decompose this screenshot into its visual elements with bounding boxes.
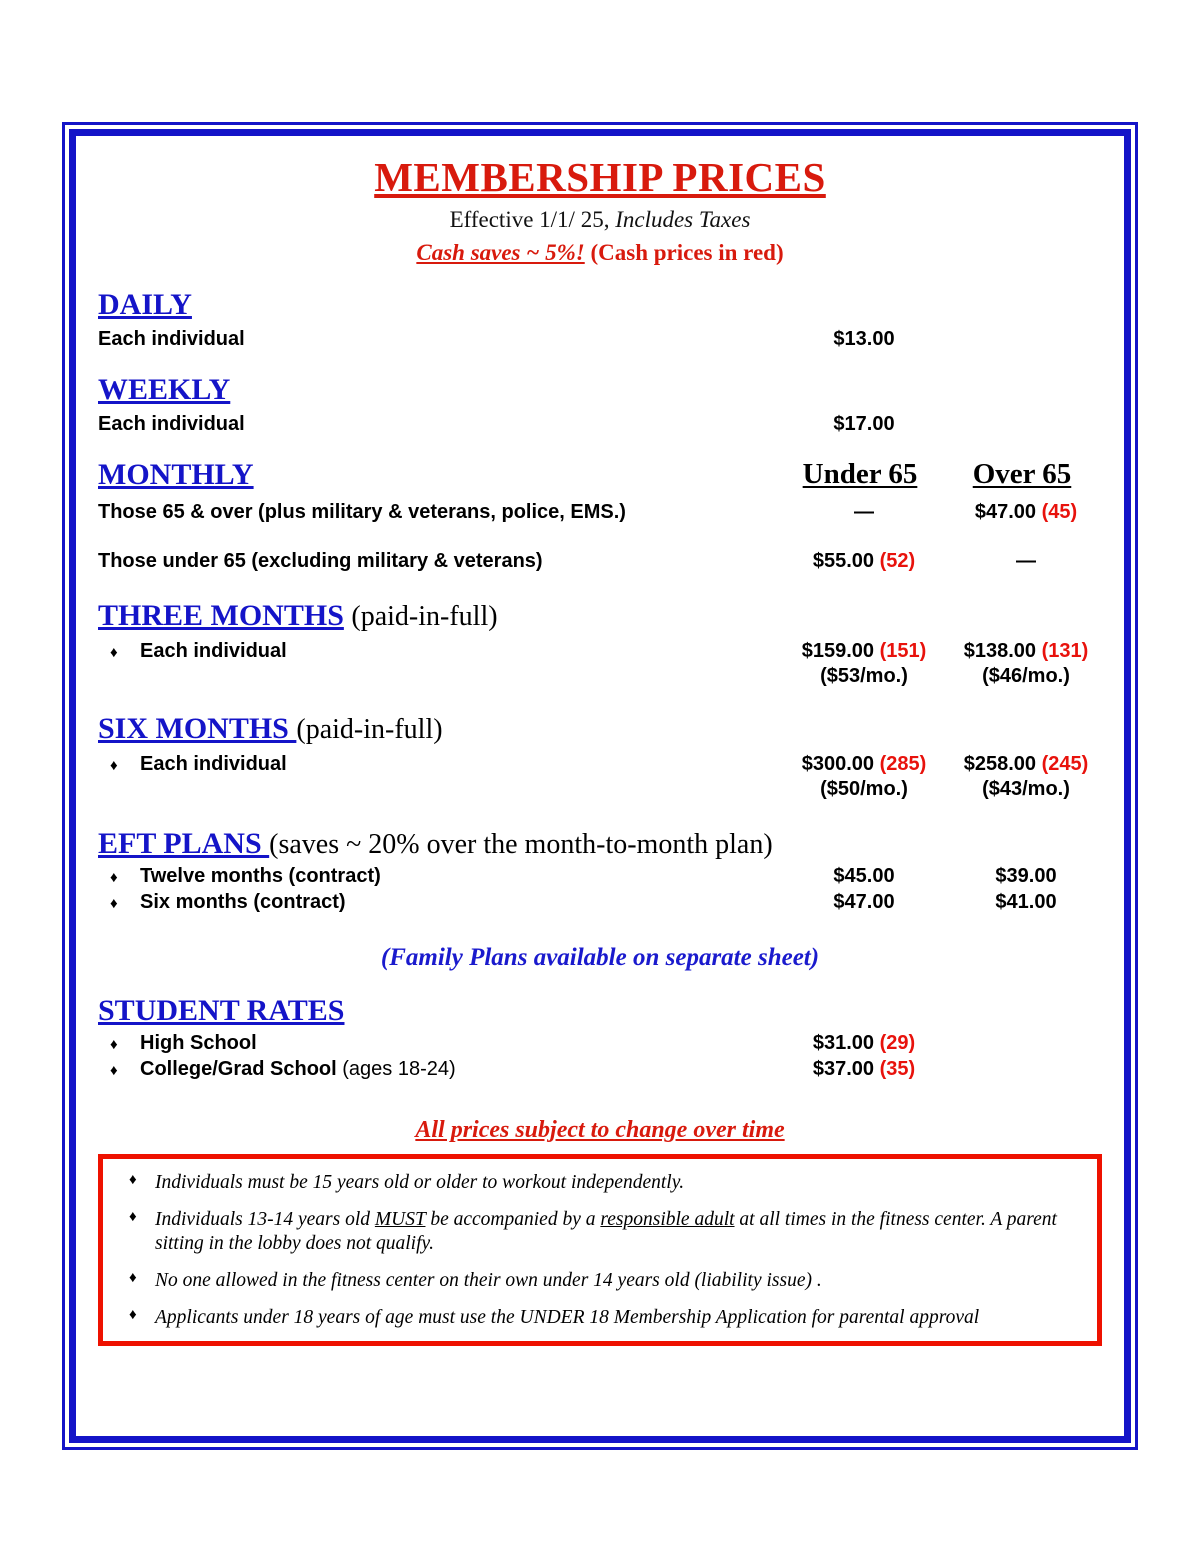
- price-row-three-months: [98, 640, 1102, 663]
- monthly-under65-price: [778, 550, 950, 573]
- six-months-monthly-equivalents: [98, 778, 1102, 801]
- daily-heading-text: DAILY: [98, 288, 192, 322]
- price-row-weekly: [98, 413, 1102, 436]
- monthly-under65-label: Those under 65 (excluding military & veterans): [98, 550, 543, 573]
- three-months-over65-cash: (131): [1041, 639, 1089, 662]
- eft-subtitle: (saves ~ 20% over the month-to-month plan): [269, 828, 773, 860]
- student-high-school-label-text: High School: [140, 1032, 257, 1055]
- student-high-school-cash: (29): [879, 1032, 916, 1055]
- section-heading-weekly: [98, 373, 1102, 406]
- monthly-senior-over65-value: $47.00: [974, 501, 1037, 524]
- age-policy-box: [98, 1154, 1102, 1346]
- eft-heading-text: EFT PLANS: [98, 826, 270, 860]
- column-header-under-65: Under 65: [802, 458, 918, 491]
- diamond-bullet-icon: ♦: [110, 756, 118, 774]
- diamond-bullet-icon: ♦: [129, 1209, 137, 1226]
- column-headers: [774, 459, 1098, 491]
- six-months-over65-value: $258.00: [963, 752, 1037, 775]
- six-months-over65: [950, 753, 1102, 776]
- section-heading-three-months: [98, 599, 1102, 633]
- list-item: [117, 1269, 1083, 1293]
- student-college-price: [778, 1058, 950, 1081]
- eft-twelve-label: Twelve months (contract): [140, 865, 381, 888]
- price-row-student-college: [98, 1058, 1102, 1081]
- monthly-senior-label: Those 65 & over (plus military & veterans, police, EMS.): [98, 501, 626, 524]
- daily-price: $13.00: [833, 328, 895, 351]
- three-months-heading-text: THREE MONTHS: [98, 599, 344, 633]
- diamond-bullet-icon: ♦: [129, 1306, 137, 1323]
- price-row-student-high-school: [98, 1032, 1102, 1055]
- three-months-under65-cash: (151): [879, 639, 927, 662]
- six-months-heading-text: SIX MONTHS: [98, 711, 297, 745]
- six-months-row-label: Each individual: [140, 752, 287, 775]
- student-heading-text: STUDENT RATES: [98, 994, 345, 1028]
- section-heading-monthly: [98, 458, 1102, 491]
- diamond-bullet-icon: ♦: [110, 1036, 118, 1054]
- cash-savings-emphasis: Cash saves ~ 5%!: [416, 240, 585, 266]
- age-policy-text-2: Individuals 13-14 years old MUST be accompanied by a responsible adult at all times in the fitness center. A parent sitting in the lobby does not qualify.: [155, 1209, 1057, 1254]
- cash-savings-line: [98, 240, 1102, 266]
- diamond-bullet-icon: ♦: [129, 1172, 137, 1189]
- monthly-under65-value: $55.00: [812, 550, 875, 573]
- age-policy-text-3: No one allowed in the fitness center on their own under 14 years old (liability issue) .: [155, 1269, 822, 1291]
- effective-date-line: [98, 207, 1102, 233]
- list-item: [117, 1171, 1083, 1195]
- price-row-daily: [98, 328, 1102, 351]
- three-months-sub-spacer: [98, 665, 778, 688]
- diamond-bullet-icon: ♦: [129, 1269, 137, 1286]
- list-item: [117, 1208, 1083, 1256]
- price-sheet-frame: [62, 122, 1138, 1450]
- section-heading-six-months: [98, 712, 1102, 746]
- six-months-under65: [778, 753, 950, 776]
- price-row-monthly-under65: [98, 550, 1102, 573]
- student-college-label: [140, 1058, 778, 1081]
- section-heading-student-rates: [98, 994, 1102, 1027]
- three-months-under65: [778, 640, 950, 663]
- price-sheet-body: [69, 129, 1131, 1443]
- price-row-six-months: [98, 753, 1102, 776]
- three-months-row-label: Each individual: [140, 639, 287, 662]
- eft-twelve-under65: $45.00: [833, 865, 895, 888]
- age-policy-text-4: Applicants under 18 years of age must use the UNDER 18 Membership Application for parental approval: [155, 1306, 980, 1328]
- daily-row-label: Each individual: [98, 328, 245, 351]
- eft-twelve-over65: $39.00: [995, 865, 1057, 888]
- effective-date: Effective 1/1/ 25,: [449, 207, 610, 233]
- subject-to-change-note: [98, 1117, 1102, 1144]
- column-header-over-65: Over 65: [972, 458, 1072, 491]
- price-row-monthly-senior: [98, 501, 1102, 524]
- subject-to-change-text: All prices subject to change over time: [415, 1117, 785, 1144]
- three-months-subtitle: (paid-in-full): [351, 601, 498, 633]
- diamond-bullet-icon: ♦: [110, 643, 118, 661]
- price-row-eft-six: [98, 891, 1102, 914]
- student-college-cash: (35): [879, 1058, 916, 1081]
- six-months-over65-cash: (245): [1041, 752, 1089, 775]
- diamond-bullet-icon: ♦: [110, 895, 118, 913]
- diamond-bullet-icon: ♦: [110, 869, 118, 887]
- monthly-under65-cash: (52): [879, 550, 916, 573]
- student-high-school-price-value: $31.00: [812, 1032, 875, 1055]
- eft-six-under65: $47.00: [833, 891, 895, 914]
- student-college-label-text: College/Grad School: [140, 1058, 337, 1081]
- cash-prices-note: (Cash prices in red): [590, 240, 784, 266]
- list-item: [117, 1306, 1083, 1330]
- page-title: [98, 156, 1102, 199]
- three-months-over65-monthly: ($46/mo.): [982, 664, 1070, 687]
- six-months-subtitle: (paid-in-full): [296, 713, 443, 745]
- diamond-bullet-icon: ♦: [110, 1062, 118, 1080]
- monthly-senior-over65: [950, 501, 1102, 524]
- weekly-price: $17.00: [833, 413, 895, 436]
- weekly-heading-text: WEEKLY: [98, 373, 231, 407]
- price-row-eft-twelve: [98, 865, 1102, 888]
- three-months-monthly-equivalents: [98, 665, 1102, 688]
- three-months-over65-value: $138.00: [963, 639, 1037, 662]
- three-months-over65: [950, 640, 1102, 663]
- page-title-text: MEMBERSHIP PRICES: [374, 154, 826, 200]
- six-months-under65-value: $300.00: [801, 752, 875, 775]
- student-high-school-label: [140, 1032, 778, 1055]
- six-months-sub-spacer: [98, 778, 778, 801]
- six-months-under65-cash: (285): [879, 752, 927, 775]
- six-months-under65-monthly: ($50/mo.): [820, 777, 908, 800]
- eft-six-over65: $41.00: [995, 891, 1057, 914]
- includes-taxes-note: Includes Taxes: [615, 207, 751, 233]
- monthly-senior-under65: —: [854, 501, 874, 524]
- monthly-heading-text: MONTHLY: [98, 458, 254, 492]
- six-months-over65-monthly: ($43/mo.): [982, 777, 1070, 800]
- weekly-row-label: Each individual: [98, 413, 245, 436]
- monthly-senior-over65-cash: (45): [1041, 501, 1078, 524]
- student-college-age-range: (ages 18-24): [336, 1058, 456, 1081]
- student-college-price-value: $37.00: [812, 1058, 875, 1081]
- section-heading-eft-plans: [98, 827, 1102, 861]
- student-high-school-price: [778, 1032, 950, 1055]
- age-policy-text-1: Individuals must be 15 years old or older to workout independently.: [155, 1172, 685, 1194]
- monthly-under65-over65: —: [1016, 550, 1036, 573]
- section-heading-daily: [98, 288, 1102, 321]
- eft-six-label: Six months (contract): [140, 891, 346, 914]
- three-months-under65-monthly: ($53/mo.): [820, 664, 908, 687]
- family-plans-note: (Family Plans available on separate sheet): [380, 944, 820, 972]
- three-months-under65-value: $159.00: [801, 639, 875, 662]
